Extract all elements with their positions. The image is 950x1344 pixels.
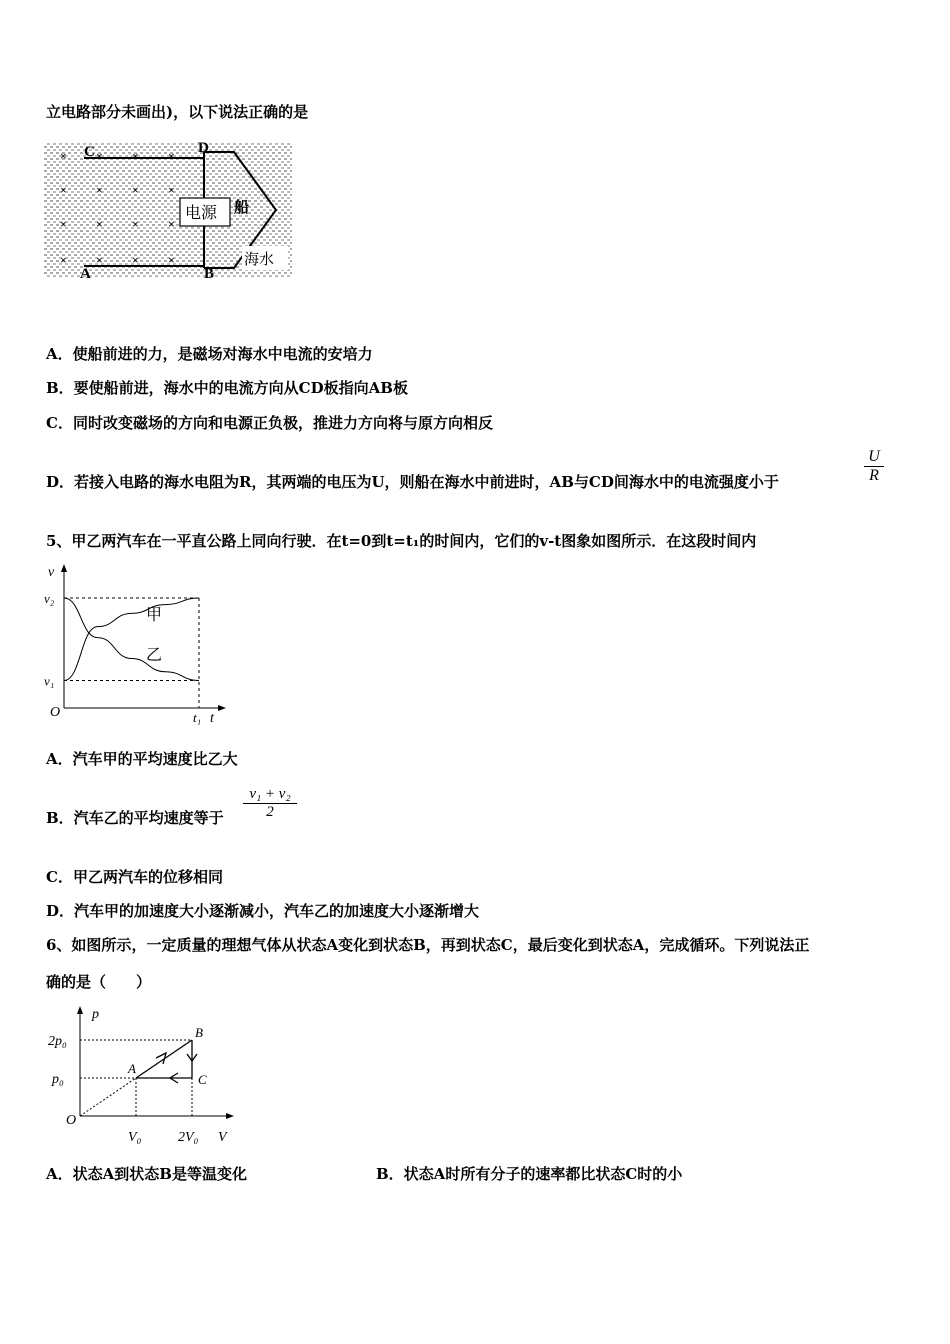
q4-option-d: D．若接入电路的海水电阻为R，其两端的电压为U，则船在海水中前进时，AB与CD间海水中的电流强度小于 xyxy=(46,473,779,491)
q4-option-c: C．同时改变磁场的方向和电源正负极，推进力方向将与原方向相反 xyxy=(46,414,493,432)
point-a-label: A xyxy=(128,1061,136,1076)
svg-text:×: × xyxy=(96,253,103,267)
frac-denominator: R xyxy=(864,466,884,485)
frac-numerator: v₁ + v₂ xyxy=(249,786,291,802)
y-axis-arrow xyxy=(77,1006,83,1014)
svg-text:×: × xyxy=(60,183,67,197)
q4-figure xyxy=(44,140,296,280)
x-tick-2v0: 2V₀ xyxy=(178,1130,199,1145)
series-jia-label: 甲 xyxy=(146,607,163,624)
power-label: 电源 xyxy=(185,205,218,222)
q4-option-a: A．使船前进的力，是磁场对海水中电流的安培力 xyxy=(46,345,373,363)
y-tick-v2: v₂ xyxy=(44,591,55,606)
series-yi-label: 乙 xyxy=(146,647,163,664)
frac-denominator: 2 xyxy=(243,803,297,821)
q5-option-d: D．汽车甲的加速度大小逐渐减小，汽车乙的加速度大小逐渐增大 xyxy=(46,902,480,920)
svg-text:×: × xyxy=(132,183,139,197)
q5-option-c: C．甲乙两汽车的位移相同 xyxy=(46,868,223,886)
label-b: B xyxy=(204,266,215,280)
origin-label: O xyxy=(66,1113,77,1128)
q6-stem-line1: 6、如图所示，一定质量的理想气体从状态A变化到状态B，再到状态C，最后变化到状态A，完成循环。下列说法正 xyxy=(46,936,810,954)
boat-label: 船 xyxy=(234,200,250,216)
arrow-a-to-b xyxy=(156,1053,166,1064)
y-tick-2p0: 2p₀ xyxy=(48,1034,67,1049)
q5-option-b: B．汽车乙的平均速度等于 xyxy=(46,809,224,827)
q4-intro: 立电路部分未画出)，以下说法正确的是 xyxy=(46,103,309,121)
svg-text:×: × xyxy=(96,217,103,231)
x-axis-label: V xyxy=(218,1130,227,1145)
label-a: A xyxy=(80,266,91,280)
label-d: D xyxy=(198,140,209,156)
q5-vt-chart xyxy=(40,560,230,728)
y-axis-label: v xyxy=(48,565,55,580)
q6-option-a: A．状态A到状态B是等温变化 xyxy=(46,1165,247,1183)
q5-stem: 5、甲乙两汽车在一平直公路上同向行驶．在t=0到t=t₁的时间内，它们的v-t图象如图所示．在这段时间内 xyxy=(46,532,757,550)
point-c-label: C xyxy=(198,1072,207,1087)
origin-label: O xyxy=(50,705,61,720)
svg-text:×: × xyxy=(168,217,175,231)
q6-option-b: B．状态A时所有分子的速率都比状态C时的小 xyxy=(376,1165,683,1183)
x-axis-arrow xyxy=(226,1113,234,1119)
x-axis-label: t xyxy=(210,711,214,726)
svg-text:×: × xyxy=(96,149,103,163)
label-c: C xyxy=(84,144,95,160)
svg-text:×: × xyxy=(168,183,175,197)
svg-text:×: × xyxy=(60,217,67,231)
series-yi-line xyxy=(64,598,199,681)
x-tick-t1: t₁ xyxy=(193,710,202,725)
svg-text:×: × xyxy=(168,253,175,267)
x-axis-arrow xyxy=(218,705,226,711)
y-axis-label: p xyxy=(92,1007,99,1022)
svg-text:×: × xyxy=(168,149,175,163)
frac-numerator: U xyxy=(868,448,880,465)
svg-text:×: × xyxy=(60,149,67,163)
guide-origin-a xyxy=(80,1078,136,1116)
q6-stem-line2: 确的是（ ） xyxy=(46,973,152,991)
svg-text:×: × xyxy=(132,149,139,163)
q4-option-b: B．要使船前进，海水中的电流方向从CD板指向AB板 xyxy=(46,379,408,397)
q6-pv-chart xyxy=(40,1000,240,1150)
point-b-label: B xyxy=(195,1025,203,1040)
seawater-label: 海水 xyxy=(244,252,275,268)
y-axis-arrow xyxy=(61,564,67,572)
q4-option-d-fraction xyxy=(864,448,884,485)
svg-text:×: × xyxy=(132,217,139,231)
svg-text:×: × xyxy=(132,253,139,267)
series-jia-line xyxy=(64,598,199,681)
q5-option-b-fraction xyxy=(243,786,297,821)
y-tick-p0: p₀ xyxy=(52,1072,64,1087)
svg-text:×: × xyxy=(60,253,67,267)
q5-option-a: A．汽车甲的平均速度比乙大 xyxy=(46,750,238,768)
y-tick-v1: v₁ xyxy=(44,673,55,689)
svg-text:×: × xyxy=(96,183,103,197)
x-tick-v0: V₀ xyxy=(128,1130,142,1145)
